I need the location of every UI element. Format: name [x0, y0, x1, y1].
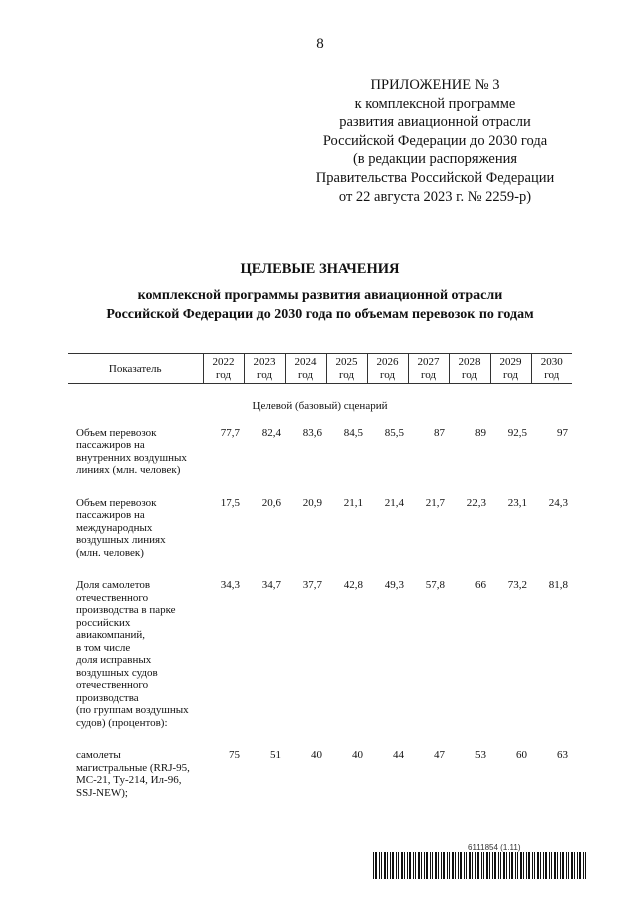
barcode-icon — [373, 852, 589, 879]
table-cell: 49,3 — [384, 579, 404, 591]
header-year: 2028 год — [449, 354, 490, 384]
appendix-line: к комплексной программе — [354, 95, 516, 112]
table-cell: 21,4 — [384, 496, 404, 509]
appendix-line: ПРИЛОЖЕНИЕ № 3 — [370, 77, 500, 93]
appendix-line: развития авиационной отрасли — [339, 114, 531, 131]
header-year: 2030 год — [531, 354, 572, 384]
table-cell: 85,5 — [384, 426, 404, 439]
table-cell: 51 — [270, 749, 281, 761]
header-year: 2027 год — [408, 354, 449, 384]
appendix-line: от 22 августа 2023 г. № 2259-р) — [338, 188, 532, 205]
table-cell: 82,4 — [261, 426, 281, 439]
table-cell: 24,3 — [548, 496, 568, 509]
header-year: 2029 год — [490, 354, 531, 384]
row-label: Объем перевозок пассажиров на международных воздушных линиях (млн. человек) — [76, 496, 166, 559]
table-cell: 63 — [557, 749, 568, 761]
table-cell: 47 — [434, 749, 445, 761]
table-cell: 20,9 — [302, 496, 322, 509]
header-indicator: Показатель — [68, 354, 203, 384]
table-cell: 60 — [516, 749, 527, 761]
table-cell: 66 — [475, 579, 486, 591]
header-year: 2022 год — [203, 354, 244, 384]
subtitle-line: Российской Федерации до 2030 года по объемам перевозок по годам — [106, 307, 534, 322]
table-cell: 87 — [434, 426, 445, 439]
table-cell: 34,3 — [220, 579, 240, 591]
table-cell: 42,8 — [343, 579, 363, 591]
header-year: 2026 год — [367, 354, 408, 384]
row-label: Доля самолетов отечественного производства в парке российских авиакомпаний, в том числе доля исправных воздушных судов отечественного производства (по группам воздушных судов) (процентов): — [76, 579, 189, 729]
table-cell: 23,1 — [507, 496, 527, 509]
scenario-row — [68, 384, 572, 427]
table-cell: 40 — [352, 749, 363, 761]
appendix-line: Правительства Российской Федерации — [315, 169, 555, 186]
table-cell: 84,5 — [343, 426, 363, 439]
table-cell: 83,6 — [302, 426, 322, 439]
targets-table — [68, 353, 572, 799]
table-header-row — [68, 354, 572, 384]
table-row — [68, 497, 572, 580]
subtitle-line: комплексной программы развития авиационной отрасли — [137, 288, 503, 303]
row-label: самолеты магистральные (RRJ-95, МС-21, Ту-214, Ил-96, SSJ-NEW); — [76, 749, 190, 799]
row-label: Объем перевозок пассажиров на внутренних воздушных линиях (млн. человек) — [76, 426, 187, 476]
table-cell: 97 — [557, 426, 568, 439]
table-cell: 44 — [393, 749, 404, 761]
table-cell: 89 — [475, 426, 486, 439]
scenario-label: Целевой (базовый) сценарий — [252, 400, 388, 412]
table-cell: 40 — [311, 749, 322, 761]
table-cell: 20,6 — [261, 496, 281, 509]
table-cell: 77,7 — [220, 426, 240, 439]
table-cell: 92,5 — [507, 426, 527, 439]
table-cell: 57,8 — [425, 579, 445, 591]
table-cell: 81,8 — [548, 579, 568, 591]
barcode-number: 6111854 (1.11) — [468, 843, 521, 852]
table-row — [68, 579, 572, 749]
table-cell: 34,7 — [261, 579, 281, 591]
appendix-line: Российской Федерации до 2030 года — [322, 132, 548, 149]
table-cell: 21,1 — [343, 496, 363, 509]
table-cell: 75 — [229, 749, 240, 761]
table-cell: 53 — [475, 749, 486, 761]
appendix-block — [300, 76, 570, 206]
table-cell: 73,2 — [507, 579, 527, 591]
table-cell: 22,3 — [466, 496, 486, 509]
page-number: 8 — [316, 36, 324, 52]
header-year: 2023 год — [244, 354, 285, 384]
document-title: ЦЕЛЕВЫЕ ЗНАЧЕНИЯ — [240, 261, 400, 277]
table-row — [68, 427, 572, 497]
table-row — [68, 749, 572, 799]
header-year: 2024 год — [285, 354, 326, 384]
document-subtitle — [0, 286, 640, 324]
appendix-line: (в редакции распоряжения — [352, 151, 518, 168]
header-year: 2025 год — [326, 354, 367, 384]
table-cell: 17,5 — [220, 496, 240, 509]
table-cell: 21,7 — [425, 496, 445, 509]
table-cell: 37,7 — [302, 579, 322, 591]
